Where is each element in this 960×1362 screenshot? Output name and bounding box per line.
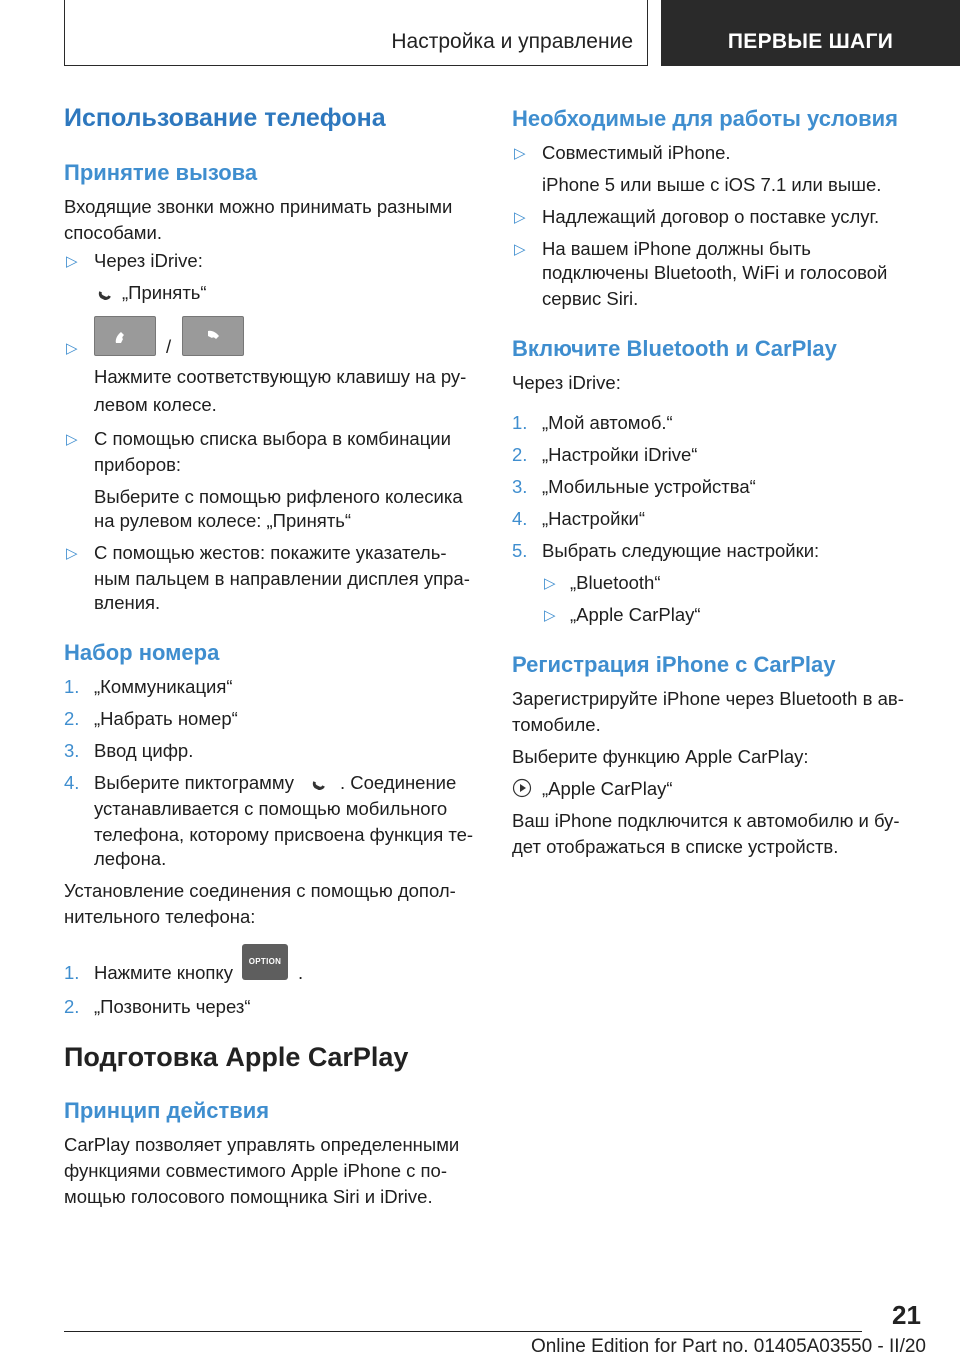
triangle-bullet-icon: ▷ [514, 209, 526, 226]
triangle-bullet-icon: ▷ [66, 431, 78, 448]
dial-step-4-b: . Соединение [340, 772, 457, 793]
step-number: 1. [512, 412, 528, 433]
condition-1: Совместимый iPhone. [542, 142, 731, 163]
accept-wheel-line-2: на рулевом колесе: „Принять“ [94, 510, 352, 531]
accept-wheel-line-1: Выберите с помощью рифленого колесика [94, 486, 463, 507]
accept-intro: Входящие звонки можно принимать разными способами. [64, 196, 453, 243]
step-number: 1. [64, 676, 80, 697]
step-number: 4. [64, 772, 80, 793]
condition-1-sub: iPhone 5 или выше с iOS 7.1 или выше. [542, 174, 882, 195]
condition-3-line-3: сервис Siri. [542, 288, 639, 309]
enable-step-1: „Мой автомоб.“ [542, 412, 673, 433]
triangle-bullet-icon: ▷ [544, 575, 556, 592]
step-number: 2. [512, 444, 528, 465]
section-tab [64, 0, 648, 66]
end-call-button-icon [182, 316, 244, 356]
enable-step-3: „Мобильные устройства“ [542, 476, 756, 497]
chapter-title: ПЕРВЫЕ ШАГИ [727, 30, 894, 53]
accept-list-line-2: приборов: [94, 454, 182, 475]
setup-step-2: „Позвонить через“ [94, 996, 251, 1017]
chapter-tab [661, 0, 960, 66]
enable-sub-carplay: „Apple CarPlay“ [570, 604, 701, 625]
condition-3-line-1: На вашем iPhone должны быть [542, 238, 811, 259]
accept-keys-line-1: Нажмите соответствующую клавишу на ру- [94, 366, 467, 387]
setup-line-1: Установление соединения с помощью допол- [64, 880, 456, 901]
accept-gesture-line-1: С помощью жестов: покажите указатель- [94, 542, 447, 563]
dial-step-4-line-2: устанавливается с помощью мобильного [94, 798, 448, 819]
key-separator: / [166, 336, 172, 357]
step-number: 2. [64, 996, 80, 1017]
footer-divider [64, 1331, 862, 1332]
subheading-principle: Принцип действия [64, 1098, 270, 1123]
condition-3-line-2: подключены Bluetooth, WiFi и голосовой [542, 262, 888, 283]
triangle-bullet-icon: ▷ [66, 545, 78, 562]
accept-gesture-line-3: вления. [94, 592, 161, 613]
play-circle-icon [512, 778, 532, 803]
page-header [64, 0, 960, 66]
accept-idrive-option: „Принять“ [122, 282, 207, 303]
step-number: 2. [64, 708, 80, 729]
step-number: 5. [512, 540, 528, 561]
subheading-conditions: Необходимые для работы условия [512, 106, 898, 131]
principle-line-1: CarPlay позволяет управлять определенными [64, 1134, 460, 1155]
option-button-icon: OPTION [242, 944, 288, 980]
register-p1-line-1: Зарегистрируйте iPhone через Bluetooth в ав- [512, 688, 904, 709]
register-p1-line-2: томобиле. [512, 714, 601, 735]
dial-step-4-a: Выберите пиктограмму [94, 772, 295, 793]
phone-handset-icon [310, 772, 330, 797]
dial-step-4-line-4: лефона. [94, 848, 167, 869]
subheading-dial: Набор номера [64, 640, 220, 665]
triangle-bullet-icon: ▷ [514, 145, 526, 162]
enable-step-2: „Настройки iDrive“ [542, 444, 698, 465]
dial-step-4-line-3: телефона, которому присвоена функция те- [94, 824, 474, 845]
setup-step-1-a: Нажмите кнопку [94, 962, 233, 983]
register-p3-line-1: Ваш iPhone подключится к автомобилю и бу- [512, 810, 900, 831]
register-p3-line-2: дет отображаться в списке устройств. [512, 836, 839, 857]
section-title: Настройка и управление [391, 30, 633, 53]
step-number: 1. [64, 962, 80, 983]
accept-gesture-line-2: ным пальцем в направлении дисплея упра- [94, 568, 470, 589]
section-heading-carplay: Подготовка Apple CarPlay [64, 1042, 409, 1072]
triangle-bullet-icon: ▷ [66, 340, 78, 357]
enable-sub-bluetooth: „Bluetooth“ [570, 572, 661, 593]
phone-handset-icon [96, 282, 116, 307]
triangle-bullet-icon: ▷ [514, 241, 526, 258]
enable-step-4: „Настройки“ [542, 508, 646, 529]
step-number: 4. [512, 508, 528, 529]
enable-step-5: Выбрать следующие настройки: [542, 540, 820, 561]
register-p2: Выберите функцию Apple CarPlay: [512, 746, 809, 767]
enable-idrive: Через iDrive: [512, 372, 621, 393]
condition-2: Надлежащий договор о поставке услуг. [542, 206, 880, 227]
step-number: 3. [64, 740, 80, 761]
accept-idrive: Через iDrive: [94, 250, 203, 271]
register-option: „Apple CarPlay“ [542, 778, 673, 799]
setup-step-1-b: . [298, 962, 304, 983]
principle-line-3: мощью голосового помощника Siri и iDrive. [64, 1186, 433, 1207]
dial-step-3: Ввод цифр. [94, 740, 194, 761]
triangle-bullet-icon: ▷ [66, 253, 78, 270]
accept-list-line-1: С помощью списка выбора в комбинации [94, 428, 451, 449]
subheading-accept-call: Принятие вызова [64, 160, 258, 185]
subheading-enable: Включите Bluetooth и CarPlay [512, 336, 837, 361]
dial-step-2: „Набрать номер“ [94, 708, 238, 729]
accept-call-button-icon [94, 316, 156, 356]
subheading-register: Регистрация iPhone с CarPlay [512, 652, 836, 677]
section-heading-phone: Использование телефона [64, 104, 386, 132]
accept-keys-line-2: левом колесе. [94, 394, 217, 415]
footer-edition: Online Edition for Part no. 01405A03550 - II/20 [530, 1336, 926, 1357]
principle-line-2: функциями совместимого Apple iPhone с по- [64, 1160, 447, 1181]
step-number: 3. [512, 476, 528, 497]
setup-line-2: нительного телефона: [64, 906, 256, 927]
page-number: 21 [892, 1300, 921, 1330]
dial-step-1: „Коммуникация“ [94, 676, 233, 697]
triangle-bullet-icon: ▷ [544, 607, 556, 624]
